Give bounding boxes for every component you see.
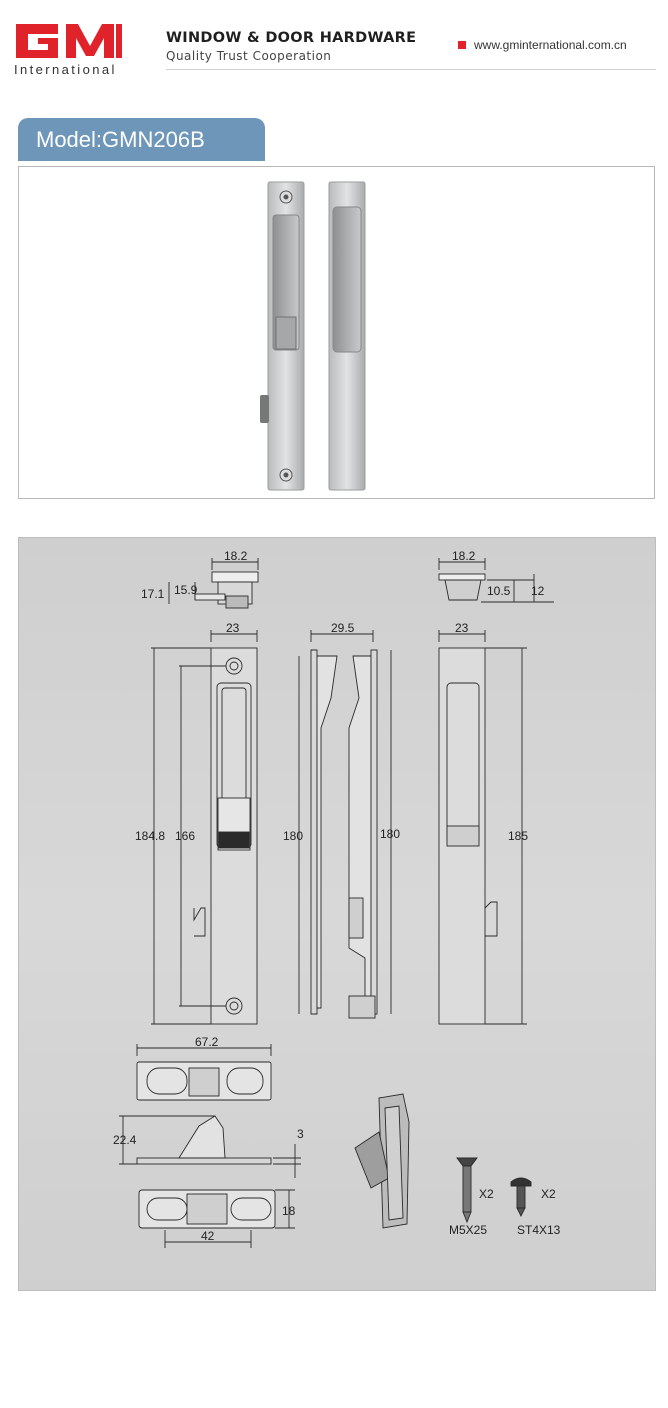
top-view-left: [141, 549, 258, 608]
screw-m5-icon: [457, 1158, 477, 1222]
header-title: WINDOW & DOOR HARDWARE: [166, 30, 417, 46]
product-photo-panel: [18, 166, 655, 499]
website-link[interactable]: [458, 38, 627, 52]
dim-front-hole-spacing: 166: [175, 829, 196, 843]
dim-side-height-right: 180: [380, 827, 401, 841]
dim-right-top-height-b: 12: [531, 584, 545, 598]
dim-keeper-base-width: 18: [282, 1204, 296, 1218]
screw-1-name: M5X25: [449, 1223, 488, 1237]
dim-keeper-thickness: 3: [297, 1127, 304, 1141]
technical-drawing-panel: [18, 537, 656, 1291]
gm-logo-mark: [14, 22, 124, 60]
screw-2-name: ST4X13: [517, 1223, 561, 1237]
front-view: [135, 621, 257, 1024]
technical-drawing: [19, 538, 657, 1292]
dim-front-total-height: 184.8: [135, 829, 166, 843]
header-tagline: Quality Trust Cooperation: [166, 49, 332, 63]
logo-international-text: International: [14, 62, 117, 77]
dim-front-width: 23: [226, 621, 240, 635]
keeper-side-view: [113, 1116, 304, 1178]
dim-keeper-height: 22.4: [113, 1133, 137, 1147]
dim-top-width: 18.2: [224, 549, 248, 563]
product-photo: [19, 167, 656, 500]
keeper-iso-view: [355, 1094, 409, 1228]
dim-right-top-width: 18.2: [452, 549, 476, 563]
dim-side-width: 29.5: [331, 621, 355, 635]
dim-back-width: 23: [455, 621, 469, 635]
screw-2-qty: X2: [541, 1187, 556, 1201]
header-divider: [166, 69, 656, 70]
keeper-base-view: [139, 1190, 296, 1248]
dim-keeper-base-length: 42: [201, 1229, 215, 1243]
dim-side-height-left: 180: [283, 829, 304, 843]
dim-top-height-b: 15.9: [174, 583, 198, 597]
bullet-square-icon: [458, 41, 466, 49]
screw-1-qty: X2: [479, 1187, 494, 1201]
top-view-right: [439, 549, 554, 602]
website-text: www.gminternational.com.cn: [474, 38, 627, 52]
dim-top-height-a: 17.1: [141, 587, 165, 601]
keeper-top-view: [137, 1035, 271, 1100]
model-label: Model:GMN206B: [36, 127, 205, 152]
screw-st4-icon: [511, 1178, 531, 1216]
side-view: [283, 621, 400, 1018]
dim-keeper-length: 67.2: [195, 1035, 219, 1049]
model-tab: [18, 118, 265, 161]
dim-right-top-height-a: 10.5: [487, 584, 511, 598]
dim-back-height: 185: [508, 829, 529, 843]
back-view: [439, 621, 528, 1024]
